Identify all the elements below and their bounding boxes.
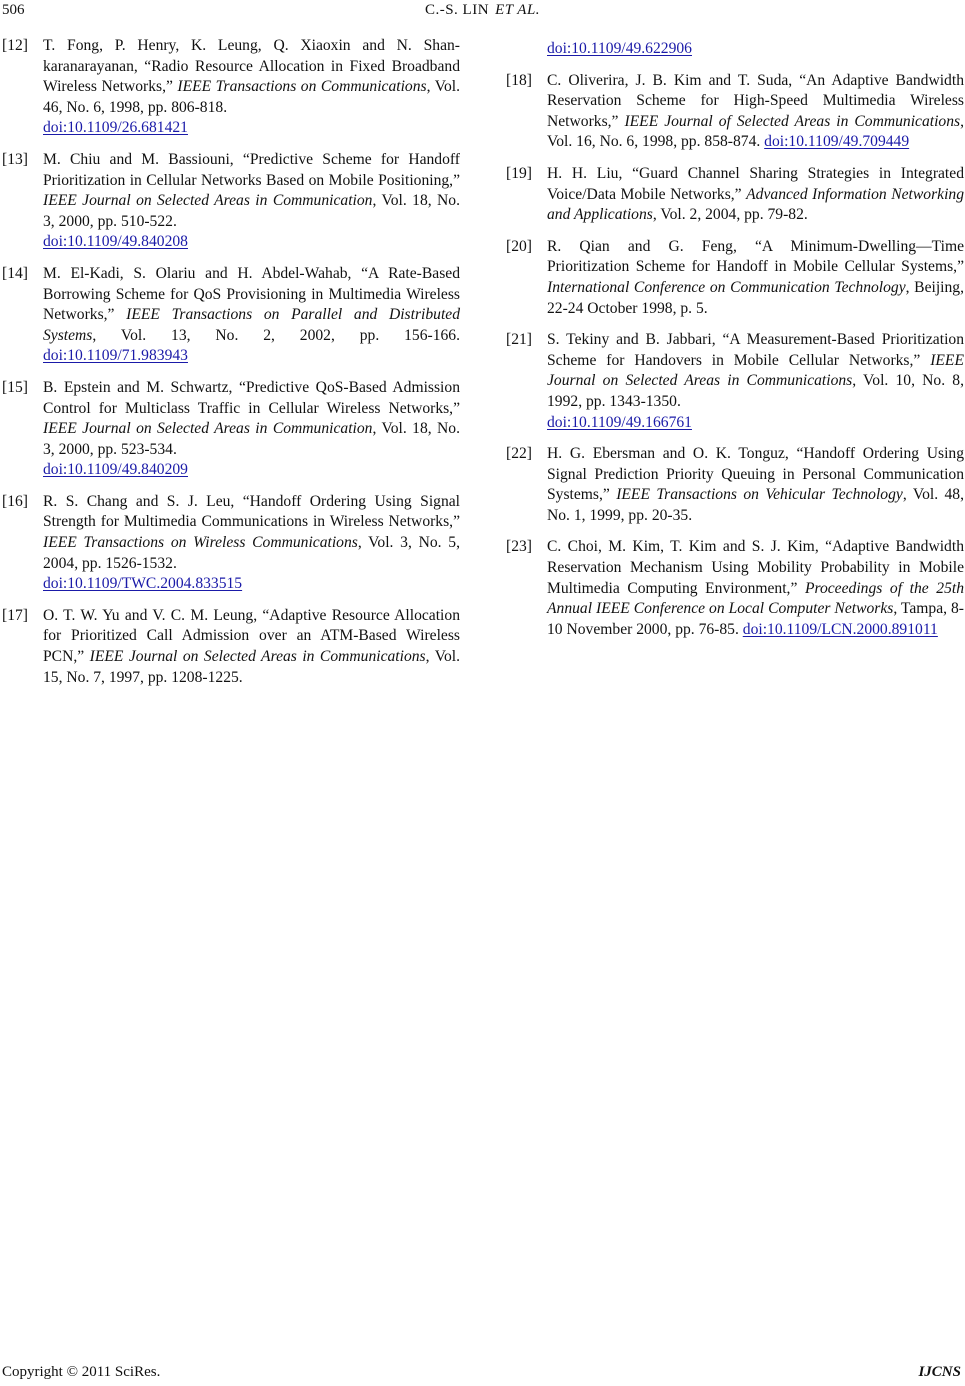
doi-link[interactable]: doi:10.1109/49.840209 [43, 461, 188, 479]
reference-venue: IEEE Journal on Selected Areas in Communications [547, 351, 964, 390]
reference-number: [15] [2, 378, 28, 396]
reference-details: , Vol. 18, No. 3, 2000, pp. 523-534. [43, 420, 460, 458]
page-footer [0, 1364, 965, 1386]
right-column [506, 39, 964, 651]
reference-authors-title: R. Qian and G. Feng, “A Minimum-Dwelling—Time Prioritization Scheme for Handoff in Mobile Cellular Systems,” [547, 237, 964, 276]
doi-line [43, 460, 460, 481]
running-head [0, 2, 965, 19]
reference-venue: IEEE Journal on Selected Areas in Communications [89, 648, 426, 666]
reference-text [43, 378, 460, 481]
reference-entry [2, 606, 460, 688]
reference-entry [506, 71, 964, 153]
doi-link[interactable]: doi:10.1109/49.166761 [547, 413, 692, 431]
reference-details: , Vol. 3, No. 5, 2004, pp. 1526-1532. [43, 534, 460, 572]
reference-entry [2, 36, 460, 139]
reference-text [547, 71, 964, 153]
doi-link[interactable]: doi:10.1109/71.983943 [43, 347, 188, 365]
journal-name: IJCNS [918, 1364, 961, 1380]
page-header [0, 0, 965, 28]
reference-number: [18] [506, 71, 532, 89]
reference-entry [2, 264, 460, 367]
reference-venue: IEEE Journal on Selected Areas in Communication [43, 192, 373, 210]
doi-link[interactable]: doi:10.1109/49.709449 [764, 133, 910, 151]
left-column [2, 36, 460, 699]
doi-link[interactable]: doi:10.1109/LCN.2000.891011 [742, 620, 938, 638]
reference-venue: International Conference on Communication Technology [547, 278, 906, 296]
reference-details: , Vol. 18, No. 3, 2000, pp. 510-522. [43, 192, 460, 230]
reference-entry [506, 237, 964, 319]
reference-text [43, 264, 460, 367]
reference-text [43, 150, 460, 253]
reference-text [547, 537, 964, 640]
doi-line [43, 118, 460, 139]
reference-number: [21] [506, 331, 532, 349]
reference-text [547, 444, 964, 526]
running-head-et-al: ET AL. [495, 2, 541, 18]
reference-text [43, 36, 460, 139]
reference-authors-title: H. H. Liu, “Guard Channel Sharing Strategies in Integrated Voice/Data Mobile Networks,” [547, 164, 964, 203]
reference-number: [12] [2, 37, 28, 54]
reference-number: [13] [2, 150, 28, 168]
reference-entry [2, 150, 460, 253]
reference-number: [20] [506, 237, 532, 255]
reference-entry [2, 378, 460, 481]
reference-venue: Proceedings of the 25th Annual IEEE Conference on Local Computer Networks [547, 579, 964, 618]
reference-authors-title: M. Chiu and M. Bassiouni, “Predictive Scheme for Handoff Prioritization in Cellular Networks Based on Mobile Positioning,” [43, 150, 460, 189]
reference-details: , Vol. 46, No. 6, 1998, pp. 806-818. [43, 78, 460, 116]
page-number: 506 [2, 2, 25, 18]
reference-entry [506, 444, 964, 526]
reference-details: , Beijing, 22-24 October 1998, p. 5. [547, 278, 964, 317]
reference-text [547, 330, 964, 433]
reference-venue: IEEE Transactions on Parallel and Distributed Systems [43, 306, 460, 344]
reference-text [547, 164, 964, 226]
continued-doi-line [506, 39, 964, 60]
reference-authors-title: B. Epstein and M. Schwartz, “Predictive QoS-Based Admission Control for Multiclass Traffic in Cellular Wireless Networks,” [43, 378, 460, 417]
reference-entry [506, 164, 964, 226]
reference-details: , Vol. 2, 2004, pp. 79-82. [652, 206, 808, 224]
reference-entry [2, 492, 460, 595]
reference-details: , Vol. 13, No. 2, 2002, pp. 156-166. [92, 326, 460, 344]
doi-link[interactable]: doi:10.1109/26.681421 [43, 119, 188, 137]
reference-venue: Advanced Information Networking and Applications [547, 185, 965, 224]
reference-text [43, 492, 460, 595]
reference-authors-title: O. T. W. Yu and V. C. M. Leung, “Adaptive Resource Allocation for Prioritized Call Admission over an ATM-Based Wireless PCN,” [43, 606, 460, 666]
reference-authors-title: C. Oliverira, J. B. Kim and T. Suda, “An Adaptive Bandwidth Reservation Scheme for High-Speed Multimedia Wireless Networks,” [547, 71, 964, 130]
reference-authors-title: C. Choi, M. Kim, T. Kim and S. J. Kim, “Adaptive Bandwidth Reservation Mechanism Using Mobility Probability in Mobile Multimedia Computing Environment,” [547, 538, 964, 597]
reference-entry [506, 537, 964, 640]
copyright-notice: Copyright © 2011 SciRes. [2, 1364, 161, 1380]
doi-link[interactable]: doi:10.1109/49.840208 [43, 233, 188, 251]
reference-details: , Vol. 15, No. 7, 1997, pp. 1208-1225. [43, 648, 460, 686]
reference-number: [14] [2, 264, 28, 282]
running-head-author: C.-S. LIN [424, 2, 490, 18]
doi-line [43, 232, 460, 253]
doi-link[interactable]: doi:10.1109/TWC.2004.833515 [43, 575, 243, 593]
doi-line [43, 574, 460, 595]
reference-number: [19] [506, 164, 532, 182]
reference-venue: IEEE Journal of Selected Areas in Communications [624, 112, 961, 130]
reference-number: [17] [2, 606, 28, 624]
reference-authors-title: T. Fong, P. Henry, K. Leung, Q. Xiaoxin and N. Shankaranarayanan, “Radio Resource Allocation in Fixed Broadband Wireless Networks,” [43, 37, 460, 96]
reference-details: , Tampa, 8-10 November 2000, pp. 76-85. [547, 600, 964, 638]
reference-venue: IEEE Transactions on Wireless Communications [43, 534, 358, 552]
reference-number: [22] [506, 445, 532, 463]
reference-text [43, 606, 460, 688]
reference-authors-title: R. S. Chang and S. J. Leu, “Handoff Ordering Using Signal Strength for Multimedia Communications in Wireless Networks,” [43, 492, 460, 531]
reference-authors-title: M. El-Kadi, S. Olariu and H. Abdel-Wahab, “A Rate-Based Borrowing Scheme for QoS Provisioning in Multimedia Wireless Networks,” [43, 264, 460, 324]
reference-details: , Vol. 48, No. 1, 1999, pp. 20-35. [547, 486, 964, 524]
reference-venue: IEEE Journal on Selected Areas in Communication [43, 420, 373, 438]
doi-link[interactable]: doi:10.1109/49.622906 [547, 40, 692, 57]
reference-details: , Vol. 16, No. 6, 1998, pp. 858-874. [547, 112, 964, 151]
reference-text [547, 237, 964, 319]
reference-venue: IEEE Transactions on Communications [177, 78, 427, 96]
reference-details: , Vol. 10, No. 8, 1992, pp. 1343-1350. [547, 372, 964, 410]
doi-line [547, 413, 964, 434]
reference-authors-title: S. Tekiny and B. Jabbari, “A Measurement-Based Prioritization Scheme for Handovers in Mobile Cellular Networks,” [547, 331, 964, 369]
reference-authors-title: H. G. Ebersman and O. K. Tonguz, “Handoff Ordering Using Signal Prediction Priority Queuing in Personal Communication Systems,” [547, 445, 964, 504]
reference-number: [16] [2, 492, 28, 510]
reference-number: [23] [506, 538, 532, 556]
reference-entry [506, 330, 964, 433]
reference-venue: IEEE Transactions on Vehicular Technology [616, 486, 903, 504]
